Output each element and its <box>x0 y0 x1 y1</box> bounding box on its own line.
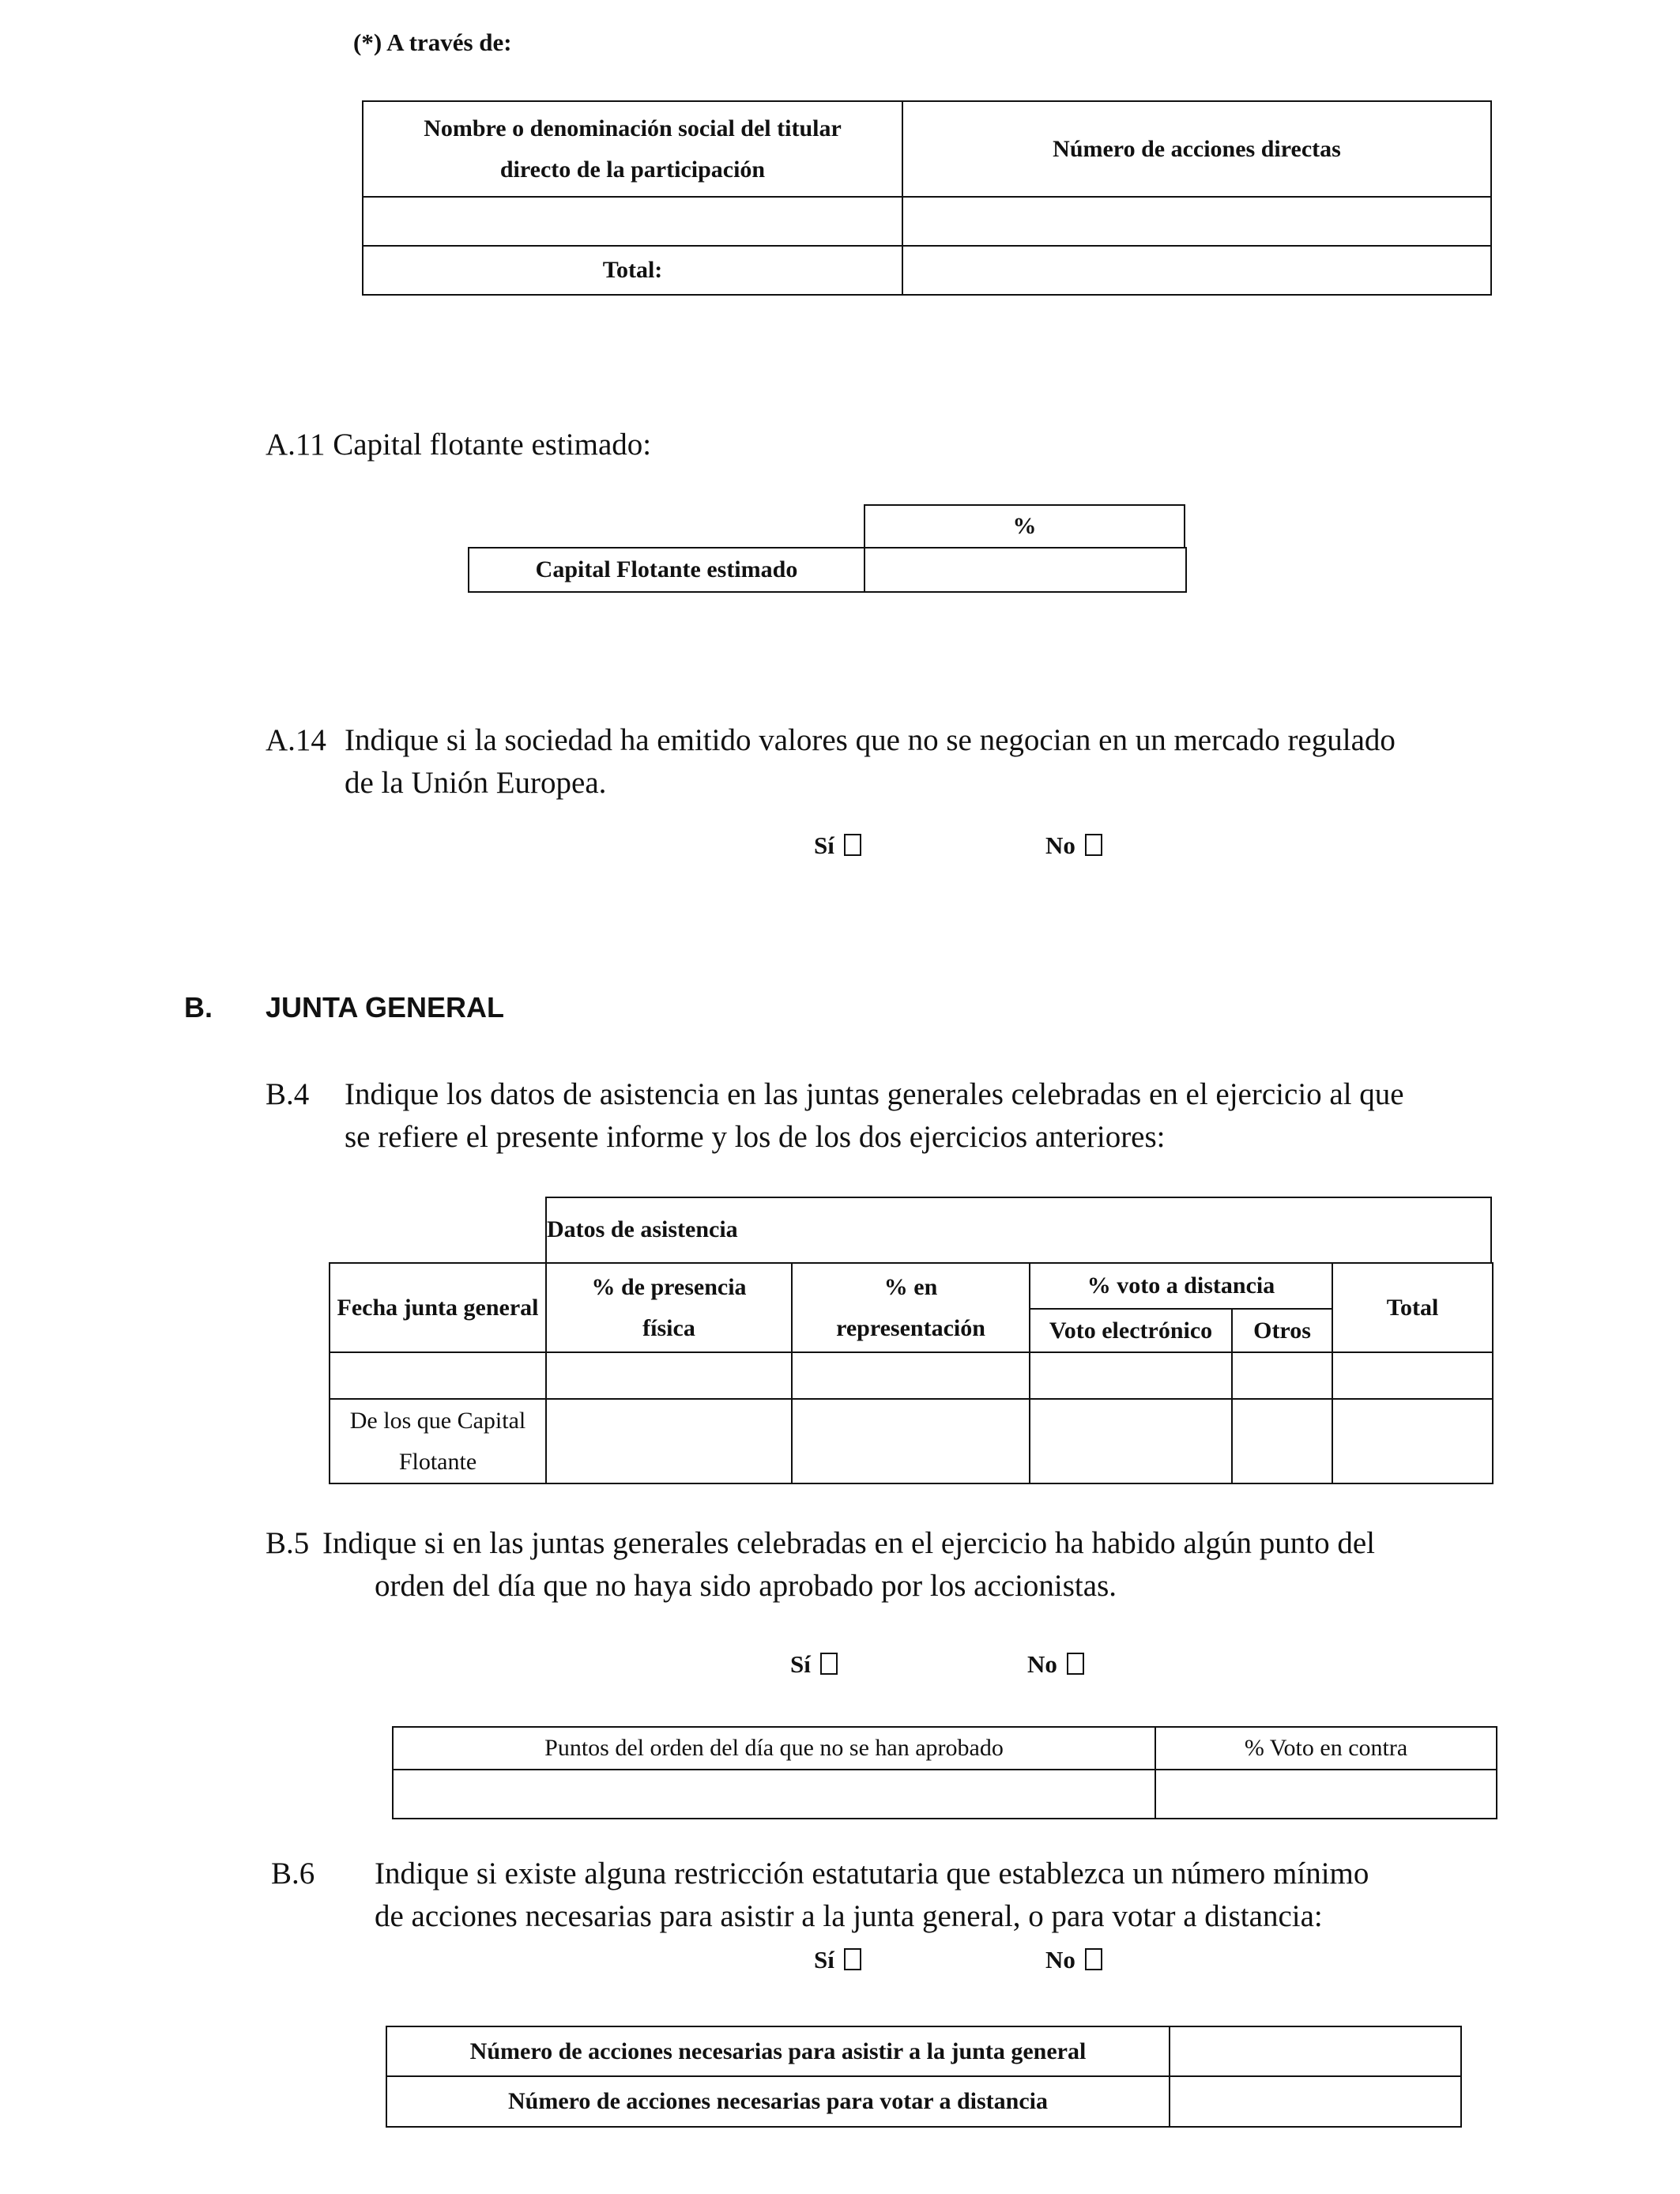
b6-no-checkbox-icon[interactable] <box>1085 1948 1102 1970</box>
a14-yes-label: Sí <box>814 831 834 859</box>
float-others-cell[interactable] <box>1232 1399 1332 1483</box>
a11-row-label: Capital Flotante estimado <box>469 548 864 592</box>
shares-to-attend-cell[interactable] <box>1170 2026 1461 2076</box>
b6-yes-checkbox-icon[interactable] <box>844 1948 861 1970</box>
a14-yes-checkbox-icon[interactable] <box>844 834 861 856</box>
a14-no-checkbox-icon[interactable] <box>1085 834 1102 856</box>
a14-number: A.14 <box>266 723 326 757</box>
b6-text-line2: de acciones necesarias para asistir a la junta general, o para votar a distancia: <box>375 1899 1323 1933</box>
a14-no-option[interactable] <box>1045 831 1102 860</box>
a14-text-line1: Indique si la sociedad ha emitido valores que no se negocian en un mercado regulado <box>345 723 1396 757</box>
col-meeting-date: Fecha junta general <box>330 1263 546 1352</box>
shares-to-vote-cell[interactable] <box>1170 2076 1461 2127</box>
table-row <box>330 1352 1493 1399</box>
header-direct-shares: Número de acciones directas <box>902 101 1491 197</box>
b5-no-label: No <box>1027 1650 1057 1678</box>
col-electronic-vote: Voto electrónico <box>1030 1309 1232 1352</box>
row-shares-to-attend: Número de acciones necesarias para asistir a la junta general <box>386 2026 1170 2076</box>
rejected-point-cell[interactable] <box>393 1770 1155 1819</box>
float-electronic-cell[interactable] <box>1030 1399 1232 1483</box>
col-vote-against: % Voto en contra <box>1155 1727 1497 1770</box>
section-b-letter: B. <box>184 991 213 1023</box>
b4-group-header: Datos de asistencia <box>545 1197 1492 1262</box>
b5-no-checkbox-icon[interactable] <box>1067 1653 1084 1675</box>
b6-yes-label: Sí <box>814 1946 834 1973</box>
b4-number: B.4 <box>266 1077 310 1111</box>
b6-no-option[interactable] <box>1045 1946 1102 1974</box>
b6-yes-option[interactable] <box>814 1946 861 1974</box>
col-rejected-points: Puntos del orden del día que no se han aprobado <box>393 1727 1155 1770</box>
others-cell[interactable] <box>1232 1352 1332 1399</box>
representation-cell[interactable] <box>792 1352 1030 1399</box>
section-b-title: JUNTA GENERAL <box>266 991 505 1023</box>
attendance-table <box>329 1262 1494 1484</box>
col-remote-vote: % voto a distancia <box>1030 1263 1332 1309</box>
total-value-cell[interactable] <box>902 246 1491 295</box>
electronic-cell[interactable] <box>1030 1352 1232 1399</box>
col-physical-presence: % de presencia física <box>546 1263 792 1352</box>
b5-number: B.5 <box>266 1526 310 1560</box>
b5-yes-label: Sí <box>790 1650 811 1678</box>
col-representation: % en representación <box>792 1263 1030 1352</box>
presence-cell[interactable] <box>546 1352 792 1399</box>
total-label: Total: <box>363 246 902 295</box>
total-cell[interactable] <box>1332 1352 1493 1399</box>
col-total: Total <box>1332 1263 1493 1352</box>
a11-table <box>468 547 1187 593</box>
table-row <box>386 2026 1461 2076</box>
vote-against-cell[interactable] <box>1155 1770 1497 1819</box>
direct-shares-cell[interactable] <box>902 197 1491 246</box>
b5-no-option[interactable] <box>1027 1650 1084 1679</box>
table-row <box>386 2076 1461 2127</box>
a14-text-line2: de la Unión Europea. <box>345 766 607 800</box>
b5-yes-checkbox-icon[interactable] <box>820 1653 838 1675</box>
a14-no-label: No <box>1045 831 1075 859</box>
b4-text-line1: Indique los datos de asistencia en las juntas generales celebradas en el ejercicio al que <box>345 1077 1404 1111</box>
b5-yes-option[interactable] <box>790 1650 838 1679</box>
b5-text-line1: Indique si en las juntas generales celebradas en el ejercicio ha habido algún punto del <box>322 1526 1375 1560</box>
through-table <box>362 100 1492 296</box>
required-shares-table <box>386 2026 1462 2128</box>
table-row <box>393 1770 1497 1819</box>
col-others: Otros <box>1232 1309 1332 1352</box>
float-representation-cell[interactable] <box>792 1399 1030 1483</box>
b6-no-label: No <box>1045 1946 1075 1973</box>
a11-pct-cell[interactable] <box>864 548 1186 592</box>
row-free-float-label: De los que Capital Flotante <box>330 1399 546 1483</box>
b6-text-line1: Indique si existe alguna restricción estatutaria que establezca un número mínimo <box>375 1857 1369 1891</box>
through-label: (*) A través de: <box>353 28 512 56</box>
a11-pct-header: % <box>864 504 1185 547</box>
b4-text-line2: se refiere el presente informe y los de los dos ejercicios anteriores: <box>345 1120 1166 1154</box>
b5-text-line2: orden del día que no haya sido aprobado por los accionistas. <box>375 1569 1117 1603</box>
row-shares-to-vote-remotely: Número de acciones necesarias para votar a distancia <box>386 2076 1170 2127</box>
table-row <box>330 1399 1493 1483</box>
holder-name-cell[interactable] <box>363 197 902 246</box>
float-total-cell[interactable] <box>1332 1399 1493 1483</box>
a14-yes-option[interactable] <box>814 831 861 860</box>
float-presence-cell[interactable] <box>546 1399 792 1483</box>
date-cell[interactable] <box>330 1352 546 1399</box>
b6-number: B.6 <box>271 1857 315 1891</box>
a11-heading: A.11 Capital flotante estimado: <box>266 428 652 462</box>
rejected-points-table <box>392 1726 1497 1819</box>
header-holder-name: Nombre o denominación social del titular directo de la participación <box>363 101 902 197</box>
